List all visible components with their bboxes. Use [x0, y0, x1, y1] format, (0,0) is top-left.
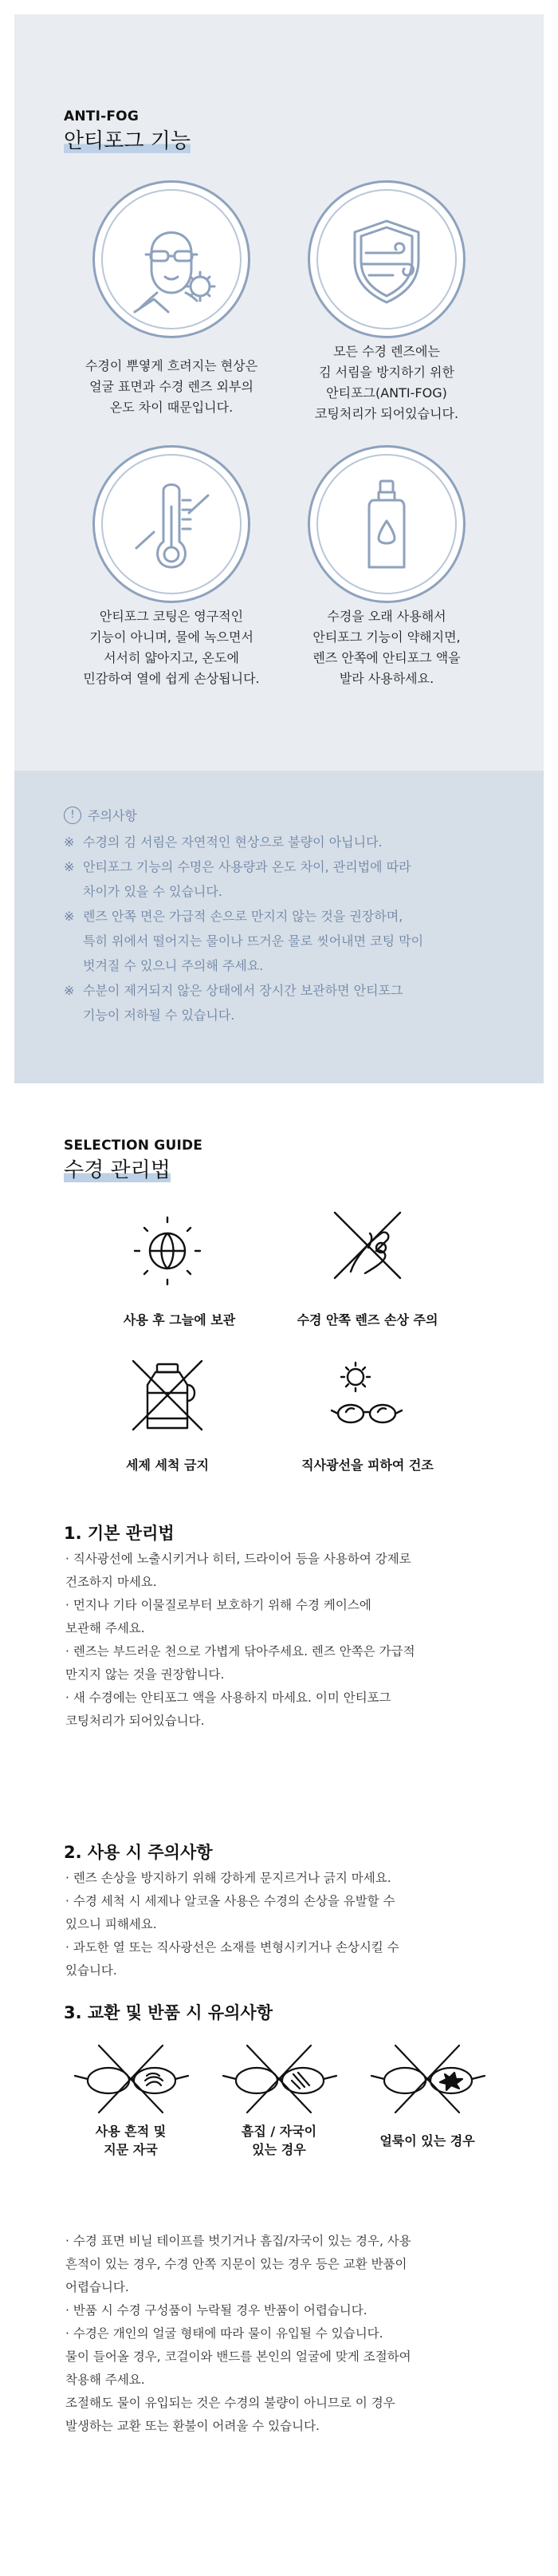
shade-storage-icon: [124, 1206, 211, 1294]
no-detergent-icon: [124, 1351, 211, 1439]
list-item: · 수경 세척 시 세제나 알코올 사용은 수경의 손상을 유발할 수: [65, 1894, 395, 1908]
feature-text-2: [271, 341, 502, 424]
list-item: 만지지 않는 것을 권장합니다.: [65, 1667, 225, 1682]
return-case-line: 있는 경우: [252, 2142, 306, 2157]
anti-fog-eyebrow: ANTI-FOG: [64, 108, 139, 124]
crossed-goggles-fingerprint-icon: [67, 2039, 195, 2119]
list-item: · 렌즈 손상을 방지하기 위해 강하게 문지르거나 긁지 마세요.: [65, 1871, 391, 1885]
alert-icon: !: [64, 807, 81, 824]
feature-text-3: [56, 606, 287, 689]
reference-mark-icon: ※: [64, 859, 75, 874]
notice-line: 기능이 저하될 수 있습니다.: [83, 1008, 235, 1023]
feature-circle-4: [308, 445, 466, 603]
feature-2-line: 모든 수경 렌즈에는: [333, 344, 440, 359]
notice-list: [64, 830, 518, 1028]
crossed-goggles-stain-icon: [363, 2039, 491, 2119]
list-item: 조절해도 물이 유입되는 것은 수경의 불량이 아니므로 이 경우: [65, 2396, 395, 2410]
anti-fog-title: 안티포그 기능: [64, 129, 191, 153]
care-label-shade: 사용 후 그늘에 보관: [123, 1312, 236, 1327]
feature-3-line: 기능이 아니며, 물에 녹으면서: [89, 629, 253, 645]
notice-title: [64, 806, 137, 824]
list-item: · 직사광선에 노출시키거나 히터, 드라이어 등을 사용하여 강제로: [65, 1552, 411, 1566]
no-touch-lens-icon: [324, 1201, 411, 1289]
feature-1-line: 얼굴 표면과 수경 렌즈 외부의: [89, 379, 253, 394]
list-item: 발생하는 교환 또는 환불이 어려울 수 있습니다.: [65, 2419, 320, 2433]
list-item: 착용해 주세요.: [65, 2373, 145, 2387]
list-item: 건조하지 마세요.: [65, 1575, 157, 1589]
feature-3-line: 민감하여 열에 쉽게 손상됩니다.: [83, 671, 260, 686]
feature-4-line: 안티포그 기능이 약해지면,: [312, 629, 461, 645]
feature-circle-1: [92, 180, 250, 338]
guide-eyebrow: SELECTION GUIDE: [64, 1138, 203, 1154]
feature-text-1: [56, 356, 287, 418]
usage-caution-list: [65, 1867, 528, 1982]
notice-title-text: 주의사항: [88, 808, 137, 823]
avoid-sunlight-icon: [324, 1351, 411, 1439]
notice-item: [64, 904, 518, 978]
section-title-usage: 2. 사용 시 주의사항: [64, 1843, 213, 1862]
return-case-label-1: [51, 2122, 210, 2159]
reference-mark-icon: ※: [64, 983, 75, 998]
feature-4-line: 발라 사용하세요.: [339, 671, 434, 686]
spray-bottle-icon: [331, 468, 442, 580]
list-item: · 렌즈는 부드러운 천으로 가볍게 닦아주세요. 렌즈 안쪽은 가급적: [65, 1644, 415, 1659]
feature-2-line: 김 서림을 방지하기 위한: [319, 365, 454, 380]
notice-line: 안티포그 기능의 수명은 사용량과 온도 차이, 관리법에 따라: [83, 859, 411, 874]
feature-circle-3: [92, 445, 250, 603]
notice-line: 수분이 제거되지 않은 상태에서 장시간 보관하면 안티포그: [83, 983, 403, 998]
feature-3-line: 안티포그 코팅은 영구적인: [99, 609, 244, 624]
return-case-line: 얼룩이 있는 경우: [379, 2133, 475, 2148]
feature-4-line: 수경을 오래 사용해서: [327, 609, 446, 624]
swimmer-face-icon: [116, 203, 227, 315]
list-item: 어렵습니다.: [65, 2280, 129, 2294]
basic-care-list: [65, 1548, 528, 1733]
return-case-label-2: [199, 2122, 359, 2159]
reference-mark-icon: ※: [64, 834, 75, 850]
notice-line: 차이가 있을 수 있습니다.: [83, 884, 222, 899]
care-label-sunlight: 직사광선을 피하여 건조: [301, 1458, 434, 1473]
notice-line: 특히 위에서 떨어지는 물이나 뜨거운 물로 씻어내면 코팅 막이: [83, 933, 424, 949]
notice-line: 수경의 김 서림은 자연적인 현상으로 불량이 아닙니다.: [83, 834, 383, 850]
list-item: · 먼지나 기타 이물질로부터 보호하기 위해 수경 케이스에: [65, 1598, 371, 1612]
list-item: · 과도한 열 또는 직사광선은 소재를 변형시키거나 손상시킬 수: [65, 1940, 399, 1955]
list-item: 있으니 피해세요.: [65, 1917, 157, 1931]
list-item: 흔적이 있는 경우, 수경 안쪽 지문이 있는 경우 등은 교환 반품이: [65, 2257, 407, 2271]
section-title-return: 3. 교환 및 반품 시 유의사항: [64, 2003, 273, 2022]
notice-line: 벗겨질 수 있으니 주의해 주세요.: [83, 958, 264, 973]
care-label-lens: 수경 안쪽 렌즈 손상 주의: [297, 1312, 438, 1327]
notice-item: [64, 854, 518, 904]
list-item: 물이 들어올 경우, 코걸이와 밴드를 본인의 얼굴에 맞게 조절하여: [65, 2349, 411, 2364]
feature-1-line: 온도 차이 때문입니다.: [109, 400, 234, 415]
care-label-detergent: 세제 세척 금지: [126, 1458, 209, 1473]
feature-text-4: [271, 606, 502, 689]
list-item: 코팅처리가 되어있습니다.: [65, 1714, 205, 1728]
list-item: · 새 수경에는 안티포그 액을 사용하지 마세요. 이미 안티포그: [65, 1690, 391, 1705]
feature-1-line: 수경이 뿌옇게 흐려지는 현상은: [84, 358, 258, 373]
feature-4-line: 렌즈 안쪽에 안티포그 액을: [312, 650, 461, 665]
list-item: · 반품 시 수경 구성품이 누락될 경우 반품이 어렵습니다.: [65, 2303, 367, 2318]
return-case-line: 흠집 / 자국이: [241, 2124, 317, 2139]
feature-3-line: 서서히 얇아지고, 온도에: [104, 650, 239, 665]
feature-2-line: 안티포그(ANTI-FOG): [326, 385, 447, 400]
shield-wind-icon: [331, 203, 442, 315]
list-item: · 수경 표면 비닐 테이프를 벗기거나 흠집/자국이 있는 경우, 사용: [65, 2234, 411, 2248]
return-notice-list: [65, 2230, 528, 2438]
section-title-basic: 1. 기본 관리법: [64, 1524, 175, 1543]
thermometer-icon: [116, 468, 227, 580]
feature-circle-2: [308, 180, 466, 338]
guide-title: 수경 관리법: [64, 1158, 171, 1182]
notice-item: [64, 978, 518, 1028]
list-item: 보관해 주세요.: [65, 1621, 145, 1635]
notice-line: 렌즈 안쪽 면은 가급적 손으로 만지지 않는 것을 권장하며,: [83, 909, 403, 924]
list-item: · 수경은 개인의 얼굴 형태에 따라 물이 유입될 수 있습니다.: [65, 2326, 383, 2341]
list-item: 있습니다.: [65, 1963, 117, 1978]
crossed-goggles-scratch-icon: [215, 2039, 343, 2119]
return-case-line: 지문 자국: [104, 2142, 158, 2157]
return-case-label-3: [348, 2132, 507, 2150]
feature-2-line: 코팅처리가 되어있습니다.: [314, 406, 459, 421]
reference-mark-icon: ※: [64, 909, 75, 924]
notice-item: [64, 830, 518, 854]
return-case-line: 사용 흔적 및: [95, 2124, 167, 2139]
